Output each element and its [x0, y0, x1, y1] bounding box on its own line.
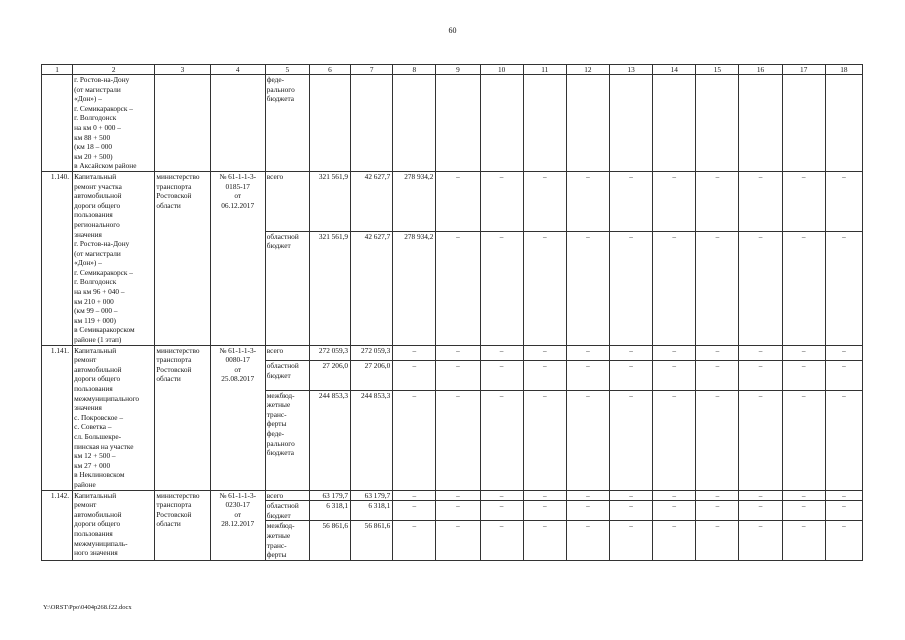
- name-line: дороги общего: [74, 200, 121, 210]
- source-line: межбюд-: [266, 521, 295, 531]
- value-cell: 244 853,3: [309, 390, 350, 490]
- object-name-cell: [73, 75, 155, 172]
- source-line: всего: [266, 490, 284, 500]
- document-cell: [210, 75, 265, 172]
- source-line: ферты: [266, 550, 287, 560]
- dash-cell: –: [653, 361, 696, 391]
- funding-source-cell: [265, 521, 309, 560]
- column-number: 12: [566, 65, 609, 75]
- item-number-cell: 1.141.: [42, 345, 73, 490]
- dash-cell: –: [825, 171, 862, 231]
- dash-cell: –: [696, 521, 739, 560]
- dash-cell: –: [610, 345, 653, 361]
- source-line: областной: [266, 361, 299, 371]
- dash-cell: –: [566, 501, 609, 521]
- object-name-cell: [73, 490, 155, 560]
- dash-cell: –: [523, 231, 566, 345]
- table-row: [42, 171, 863, 231]
- name-line: км 210 + 000: [74, 296, 114, 306]
- dash-cell: –: [653, 501, 696, 521]
- dash-cell: –: [696, 231, 739, 345]
- document-cell: [210, 490, 265, 560]
- dash-cell: –: [696, 390, 739, 490]
- name-line: Капитальный: [74, 345, 117, 355]
- value-cell: –: [393, 490, 436, 501]
- value-cell: 27 206,0: [351, 361, 393, 391]
- dash-cell: –: [825, 490, 862, 501]
- dash-cell: –: [523, 490, 566, 501]
- name-line: км 88 + 500: [74, 132, 111, 142]
- name-line: в Семикаракорском: [74, 325, 135, 335]
- org-line: министерство: [156, 345, 200, 355]
- source-line: феде-: [266, 429, 285, 439]
- column-number: 7: [351, 65, 393, 75]
- name-line: пользования: [74, 210, 113, 220]
- dash-cell: –: [782, 490, 825, 501]
- dash-cell: –: [480, 345, 523, 361]
- dash-cell: –: [566, 171, 609, 231]
- name-line: автомобильной: [74, 509, 122, 519]
- value-cell: 56 861,6: [351, 521, 393, 560]
- name-line: регионального: [74, 219, 120, 229]
- dash-cell: –: [523, 501, 566, 521]
- doc-line: № 61-1-1-3-: [219, 490, 257, 500]
- name-line: г. Семикаракорск –: [74, 267, 133, 277]
- dash-cell: –: [825, 361, 862, 391]
- dash-cell: –: [436, 171, 480, 231]
- org-line: министерство: [156, 171, 200, 181]
- name-line: «Дон») –: [74, 258, 102, 268]
- name-line: г. Волгодонск: [74, 113, 117, 123]
- org-line: области: [156, 519, 181, 529]
- value-cell: 6 318,1: [351, 501, 393, 521]
- dash-cell: –: [696, 345, 739, 361]
- table-row: [42, 490, 863, 501]
- dash-cell: –: [480, 521, 523, 560]
- dash-cell: –: [739, 171, 782, 231]
- dash-cell: –: [523, 171, 566, 231]
- dash-cell: –: [782, 501, 825, 521]
- value-cell: 244 853,3: [351, 390, 393, 490]
- dash-cell: –: [739, 361, 782, 391]
- value-cell: 42 627,7: [351, 231, 393, 345]
- dash-cell: –: [610, 231, 653, 345]
- value-cell: 272 059,3: [309, 345, 350, 361]
- dash-cell: –: [825, 390, 862, 490]
- value-cell: 42 627,7: [351, 171, 393, 231]
- dash-cell: –: [523, 390, 566, 490]
- dash-cell: –: [739, 231, 782, 345]
- funding-source-cell: [265, 75, 309, 172]
- doc-line: 06.12.2017: [221, 200, 255, 210]
- dash-cell: –: [825, 521, 862, 560]
- dash-cell: –: [480, 501, 523, 521]
- dash-cell: –: [566, 390, 609, 490]
- source-line: жетные: [266, 400, 291, 410]
- name-line: значения: [74, 229, 102, 239]
- column-number: 1: [42, 65, 73, 75]
- value-cell: –: [393, 361, 436, 391]
- item-number-cell: 1.142.: [42, 490, 73, 560]
- dash-cell: –: [782, 345, 825, 361]
- dash-cell: –: [782, 171, 825, 231]
- name-line: ремонт: [74, 500, 97, 510]
- name-line: дороги общего: [74, 519, 121, 529]
- value-cell: –: [393, 501, 436, 521]
- value-cell: [523, 75, 566, 172]
- table-row: [42, 345, 863, 361]
- column-number: 16: [739, 65, 782, 75]
- dash-cell: –: [480, 361, 523, 391]
- object-name-cell: [73, 171, 155, 345]
- org-line: министерство: [156, 490, 200, 500]
- name-line: ремонт участка: [74, 181, 122, 191]
- column-number: 15: [696, 65, 739, 75]
- org-line: транспорта: [156, 181, 192, 191]
- dash-cell: –: [480, 171, 523, 231]
- column-number: 13: [610, 65, 653, 75]
- organization-cell: [155, 345, 210, 490]
- table-row: [42, 75, 863, 172]
- dash-cell: –: [436, 521, 480, 560]
- name-line: г. Ростов-на-Дону: [74, 75, 130, 84]
- org-line: транспорта: [156, 500, 192, 510]
- source-line: межбюд-: [266, 390, 295, 400]
- doc-line: 0230-17: [225, 500, 250, 510]
- dash-cell: –: [480, 490, 523, 501]
- column-number: 2: [73, 65, 155, 75]
- value-cell: [436, 75, 480, 172]
- dash-cell: –: [523, 521, 566, 560]
- name-line: (от магистрали: [74, 248, 121, 258]
- dash-cell: –: [610, 521, 653, 560]
- dash-cell: –: [436, 490, 480, 501]
- name-line: км 27 + 000: [74, 460, 111, 470]
- value-cell: [782, 75, 825, 172]
- column-number: 3: [155, 65, 210, 75]
- value-cell: [309, 75, 350, 172]
- dash-cell: –: [825, 345, 862, 361]
- dash-cell: –: [436, 345, 480, 361]
- name-line: районе: [74, 479, 96, 489]
- name-line: межмуниципального: [74, 393, 140, 403]
- organization-cell: [155, 171, 210, 345]
- name-line: на км 0 + 000 –: [74, 122, 121, 132]
- dash-cell: –: [566, 490, 609, 501]
- value-cell: [480, 75, 523, 172]
- name-line: значения: [74, 403, 102, 413]
- value-cell: 6 318,1: [309, 501, 350, 521]
- value-cell: –: [393, 390, 436, 490]
- name-line: (от магистрали: [74, 84, 121, 94]
- dash-cell: –: [739, 521, 782, 560]
- source-line: транс-: [266, 409, 287, 419]
- name-line: г. Семикаракорск –: [74, 103, 133, 113]
- dash-cell: –: [739, 490, 782, 501]
- dash-cell: –: [436, 361, 480, 391]
- dash-cell: –: [696, 501, 739, 521]
- name-line: (км 99 – 000 –: [74, 306, 118, 316]
- value-cell: 56 861,6: [309, 521, 350, 560]
- column-number: 6: [309, 65, 350, 75]
- name-line: пользования: [74, 384, 113, 393]
- dash-cell: –: [782, 390, 825, 490]
- name-line: Капитальный: [74, 490, 117, 500]
- column-number: 18: [825, 65, 862, 75]
- funding-source-cell: [265, 490, 309, 501]
- dash-cell: –: [782, 521, 825, 560]
- source-line: областной: [266, 501, 299, 511]
- dash-cell: –: [566, 361, 609, 391]
- name-line: автомобильной: [74, 364, 122, 374]
- value-cell: –: [393, 521, 436, 560]
- value-cell: 321 561,9: [309, 231, 350, 345]
- dash-cell: –: [696, 171, 739, 231]
- org-line: транспорта: [156, 355, 192, 365]
- source-line: областной: [266, 231, 299, 241]
- value-cell: [653, 75, 696, 172]
- dash-cell: –: [480, 231, 523, 345]
- name-line: «Дон») –: [74, 94, 102, 104]
- dash-cell: –: [653, 390, 696, 490]
- name-line: пинская на участке: [74, 441, 134, 451]
- value-cell: –: [393, 345, 436, 361]
- name-line: г. Ростов-на-Дону: [74, 239, 130, 249]
- name-line: в Аксайском районе: [74, 161, 137, 171]
- dash-cell: –: [610, 490, 653, 501]
- value-cell: 63 179,7: [309, 490, 350, 501]
- name-line: ного значения: [74, 548, 118, 558]
- column-number: 4: [210, 65, 265, 75]
- doc-line: от: [234, 364, 242, 374]
- name-line: ремонт: [74, 355, 97, 365]
- value-cell: [825, 75, 862, 172]
- doc-line: № 61-1-1-3-: [219, 171, 257, 181]
- name-line: пользования: [74, 528, 113, 538]
- name-line: в Неклиновском: [74, 470, 125, 480]
- doc-line: № 61-1-1-3-: [219, 345, 257, 355]
- value-cell: [566, 75, 609, 172]
- value-cell: 278 934,2: [393, 231, 436, 345]
- dash-cell: –: [610, 501, 653, 521]
- column-number: 10: [480, 65, 523, 75]
- dash-cell: –: [523, 345, 566, 361]
- source-line: рального: [266, 84, 295, 94]
- dash-cell: –: [696, 361, 739, 391]
- dash-cell: –: [825, 501, 862, 521]
- dash-cell: –: [653, 231, 696, 345]
- name-line: районе (1 этап): [74, 335, 122, 345]
- dash-cell: –: [696, 490, 739, 501]
- dash-cell: –: [566, 521, 609, 560]
- value-cell: 63 179,7: [351, 490, 393, 501]
- name-line: (км 18 – 000: [74, 142, 113, 152]
- name-line: автомобильной: [74, 191, 122, 201]
- dash-cell: –: [566, 345, 609, 361]
- org-line: области: [156, 200, 181, 210]
- object-name-cell: [73, 345, 155, 490]
- dash-cell: –: [436, 501, 480, 521]
- funding-source-cell: [265, 345, 309, 361]
- funding-source-cell: [265, 390, 309, 490]
- source-line: бюджет: [266, 370, 291, 380]
- organization-cell: [155, 75, 210, 172]
- doc-line: от: [234, 509, 242, 519]
- dash-cell: –: [610, 390, 653, 490]
- dash-cell: –: [782, 361, 825, 391]
- name-line: сл. Большекре-: [74, 431, 122, 441]
- column-number: 9: [436, 65, 480, 75]
- doc-line: 25.08.2017: [221, 374, 255, 384]
- value-cell: 278 934,2: [393, 171, 436, 231]
- name-line: с. Покровское –: [74, 412, 124, 422]
- dash-cell: –: [653, 345, 696, 361]
- source-line: феде-: [266, 75, 285, 84]
- dash-cell: –: [436, 231, 480, 345]
- name-line: км 119 + 000): [74, 315, 116, 325]
- doc-line: 28.12.2017: [221, 519, 255, 529]
- value-cell: [696, 75, 739, 172]
- source-line: рального: [266, 438, 295, 448]
- dash-cell: –: [523, 361, 566, 391]
- dash-cell: –: [653, 171, 696, 231]
- dash-cell: –: [436, 390, 480, 490]
- funding-source-cell: [265, 231, 309, 345]
- funding-source-cell: [265, 361, 309, 391]
- dash-cell: –: [739, 501, 782, 521]
- item-number-cell: 1.140.: [42, 171, 73, 345]
- column-number: 8: [393, 65, 436, 75]
- source-line: ферты: [266, 419, 287, 429]
- value-cell: 27 206,0: [309, 361, 350, 391]
- column-number: 17: [782, 65, 825, 75]
- name-line: км 20 + 500): [74, 151, 113, 161]
- dash-cell: –: [610, 361, 653, 391]
- dash-cell: –: [739, 345, 782, 361]
- source-line: бюджет: [266, 510, 291, 520]
- name-line: дороги общего: [74, 374, 121, 384]
- funding-source-cell: [265, 501, 309, 521]
- budget-table: [41, 64, 863, 561]
- value-cell: [351, 75, 393, 172]
- source-line: бюджета: [266, 448, 294, 458]
- document-cell: [210, 345, 265, 490]
- column-number: 5: [265, 65, 309, 75]
- org-line: Ростовской: [156, 509, 192, 519]
- doc-line: от: [234, 191, 242, 201]
- source-line: бюджета: [266, 94, 294, 104]
- value-cell: [610, 75, 653, 172]
- document-cell: [210, 171, 265, 345]
- source-line: бюджет: [266, 241, 291, 251]
- header-row: [42, 65, 863, 75]
- funding-source-cell: [265, 171, 309, 231]
- name-line: Капитальный: [74, 171, 117, 181]
- org-line: области: [156, 374, 181, 384]
- dash-cell: –: [739, 390, 782, 490]
- page-number: 60: [448, 26, 457, 35]
- organization-cell: [155, 490, 210, 560]
- dash-cell: –: [782, 231, 825, 345]
- name-line: на км 96 + 040 –: [74, 287, 125, 297]
- dash-cell: –: [566, 231, 609, 345]
- dash-cell: –: [825, 231, 862, 345]
- source-line: всего: [266, 171, 284, 181]
- name-line: км 12 + 500 –: [74, 451, 116, 461]
- dash-cell: –: [610, 171, 653, 231]
- doc-line: 0185-17: [225, 181, 250, 191]
- footer-file-path: Y:\ORST\Ppo\0404p268.f22.docx: [43, 604, 132, 611]
- item-number-cell: [42, 75, 73, 172]
- value-cell: 321 561,9: [309, 171, 350, 231]
- value-cell: [739, 75, 782, 172]
- value-cell: 272 059,3: [351, 345, 393, 361]
- name-line: с. Советка –: [74, 422, 112, 432]
- dash-cell: –: [480, 390, 523, 490]
- dash-cell: –: [653, 521, 696, 560]
- name-line: г. Волгодонск: [74, 277, 117, 287]
- source-line: жетные: [266, 530, 291, 540]
- doc-line: 0080-17: [225, 355, 250, 365]
- column-number: 14: [653, 65, 696, 75]
- org-line: Ростовской: [156, 191, 192, 201]
- name-line: межмуниципаль-: [74, 538, 128, 548]
- dash-cell: –: [653, 490, 696, 501]
- value-cell: [393, 75, 436, 172]
- org-line: Ростовской: [156, 364, 192, 374]
- source-line: транс-: [266, 540, 287, 550]
- column-number: 11: [523, 65, 566, 75]
- source-line: всего: [266, 345, 284, 355]
